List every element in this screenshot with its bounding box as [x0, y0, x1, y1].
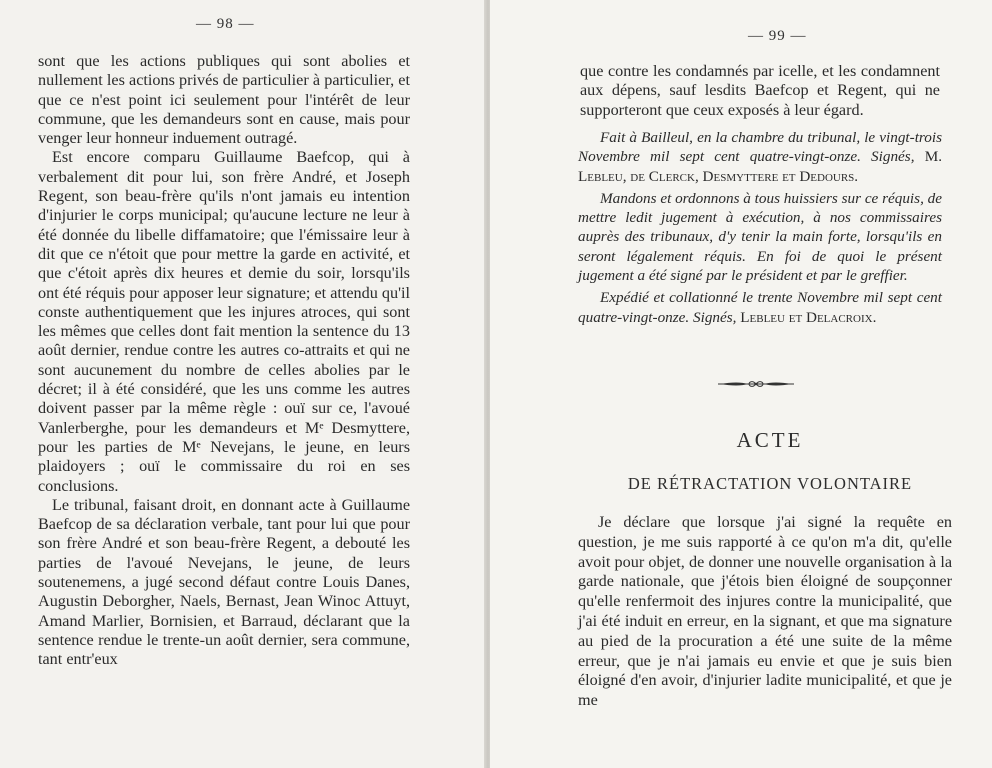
paragraph-2: Est encore comparu Guillaume Baefcop, qui à verbalement dit pour lui, son frère André, et Joseph Regent, son beau-frère qu'ils n'ont jamais eu intention d'injurier le corps municipal; qu'aucune lecture ne leur à été donnée du libelle diffamatoire; que l'émissaire leur à dit que ce n'étoit que pour mettre la garde en activité, et que c'étoit après dix heures et demie du soir, lorsqu'ils ont été réquis pour apposer leur signature; et attendu qu'il conste authentiquement que les injures atroces, qui sont les mêmes que celles dont fait mention la sentence du 13 août dernier, rendue contre les autres co-attraits et qui ne sont aucunement du nombre de celles abolies par le décret; il à été considéré, que les uns comme les autres doivent passer par la même règle : ouï sur ce, l'avoué Vanlerberghe, pour les demandeurs et Mᵉ Desmyttere, pour les parties de Mᵉ Nevejans, le jeune, en leurs plaidoyers ; ouï le commissaire du roi en ses conclusions.	[38, 148, 410, 495]
declaration-paragraph: Je déclare que lorsque j'ai signé la requête en question, je me suis rapporté à ce qu'on m'a dit, qu'elle avoit pour objet, de donner une nouvelle organisation à la garde nationale, que j'étois bien éloigné de soupçonner qu'elle renfermoit des injures contre la municipalité, que j'ai été induit en erreur, en la signant, et que ma signature au pied de la procuration a été une suite de la même erreur, que je n'ai jamais eu envie et que je suis bien éloigné d'en avoir, d'injurier ladite municipalité, et que je me	[578, 513, 952, 710]
ornament-rule-icon	[718, 379, 794, 389]
fait-a-paragraph	[578, 128, 942, 186]
expedie-text: Expédié et collationné le trente Novembre mil sept cent quatre-vingt-onze. Signés,	[578, 289, 942, 326]
judgment-formulas	[578, 128, 942, 330]
left-page-body	[38, 52, 410, 670]
page-number-left: — 98 —	[196, 16, 255, 32]
paragraph-1: sont que les actions publiques qui sont abolies et nullement les actions privés de particulier à particulier, et que ce n'est point ici seulement pour l'intérêt de leur commune, que les demandeurs sont en cause, mais pour venger leur honneur induement outragé.	[38, 52, 410, 148]
fait-a-text: Fait à Bailleul, en la chambre du tribunal, le vingt-trois Novembre mil sept cent quatre-vingt-onze. Signés,	[578, 129, 942, 166]
continuation-paragraph: que contre les condamnés par icelle, et les condamnent aux dépens, sauf lesdits Baefcop et Regent, qui ne supporteront que ceux exposés à leur égard.	[580, 62, 940, 119]
page-number-right: — 99 —	[748, 28, 807, 44]
right-page	[490, 0, 992, 768]
expedie-paragraph	[578, 288, 942, 327]
acte-subtitle: DE RÉTRACTATION VOLONTAIRE	[627, 474, 913, 493]
paragraph-3: Le tribunal, faisant droit, en donnant acte à Guillaume Baefcop de sa déclaration verbale, tant pour lui que pour son frère André et son beau-frère Regent, a debouté les parties de l'avoué Nevejans, le jeune, de leurs soutenemens, a jugé second défaut contre Louis Danes, Augustin Deborgher, Naels, Bernast, Jean Winoc Attuyt, Amand Marlier, Bornisien, et Barraud, déclarant que la sentence rendue le trente-un août dernier, sera commune, tant entr'eux	[38, 495, 410, 669]
left-page	[0, 0, 486, 768]
mandons-paragraph: Mandons et ordonnons à tous huissiers sur ce réquis, de mettre ledit jugement à exécution, à nos commissaires auprès des tribunaux, d'y tenir la main forte, lorsqu'ils en seront légalement réquis. En foi de quoi le présent jugement a été signé par le président et par le greffier.	[578, 189, 942, 285]
acte-title: ACTE	[736, 428, 804, 452]
right-page-top	[580, 62, 940, 120]
expedie-signatories: Lebleu et Delacroix.	[740, 308, 877, 326]
fait-a-signatories: M. Lebleu, de Clerck, Desmyttere et Dedours.	[578, 148, 942, 185]
declaration-body	[578, 513, 952, 711]
